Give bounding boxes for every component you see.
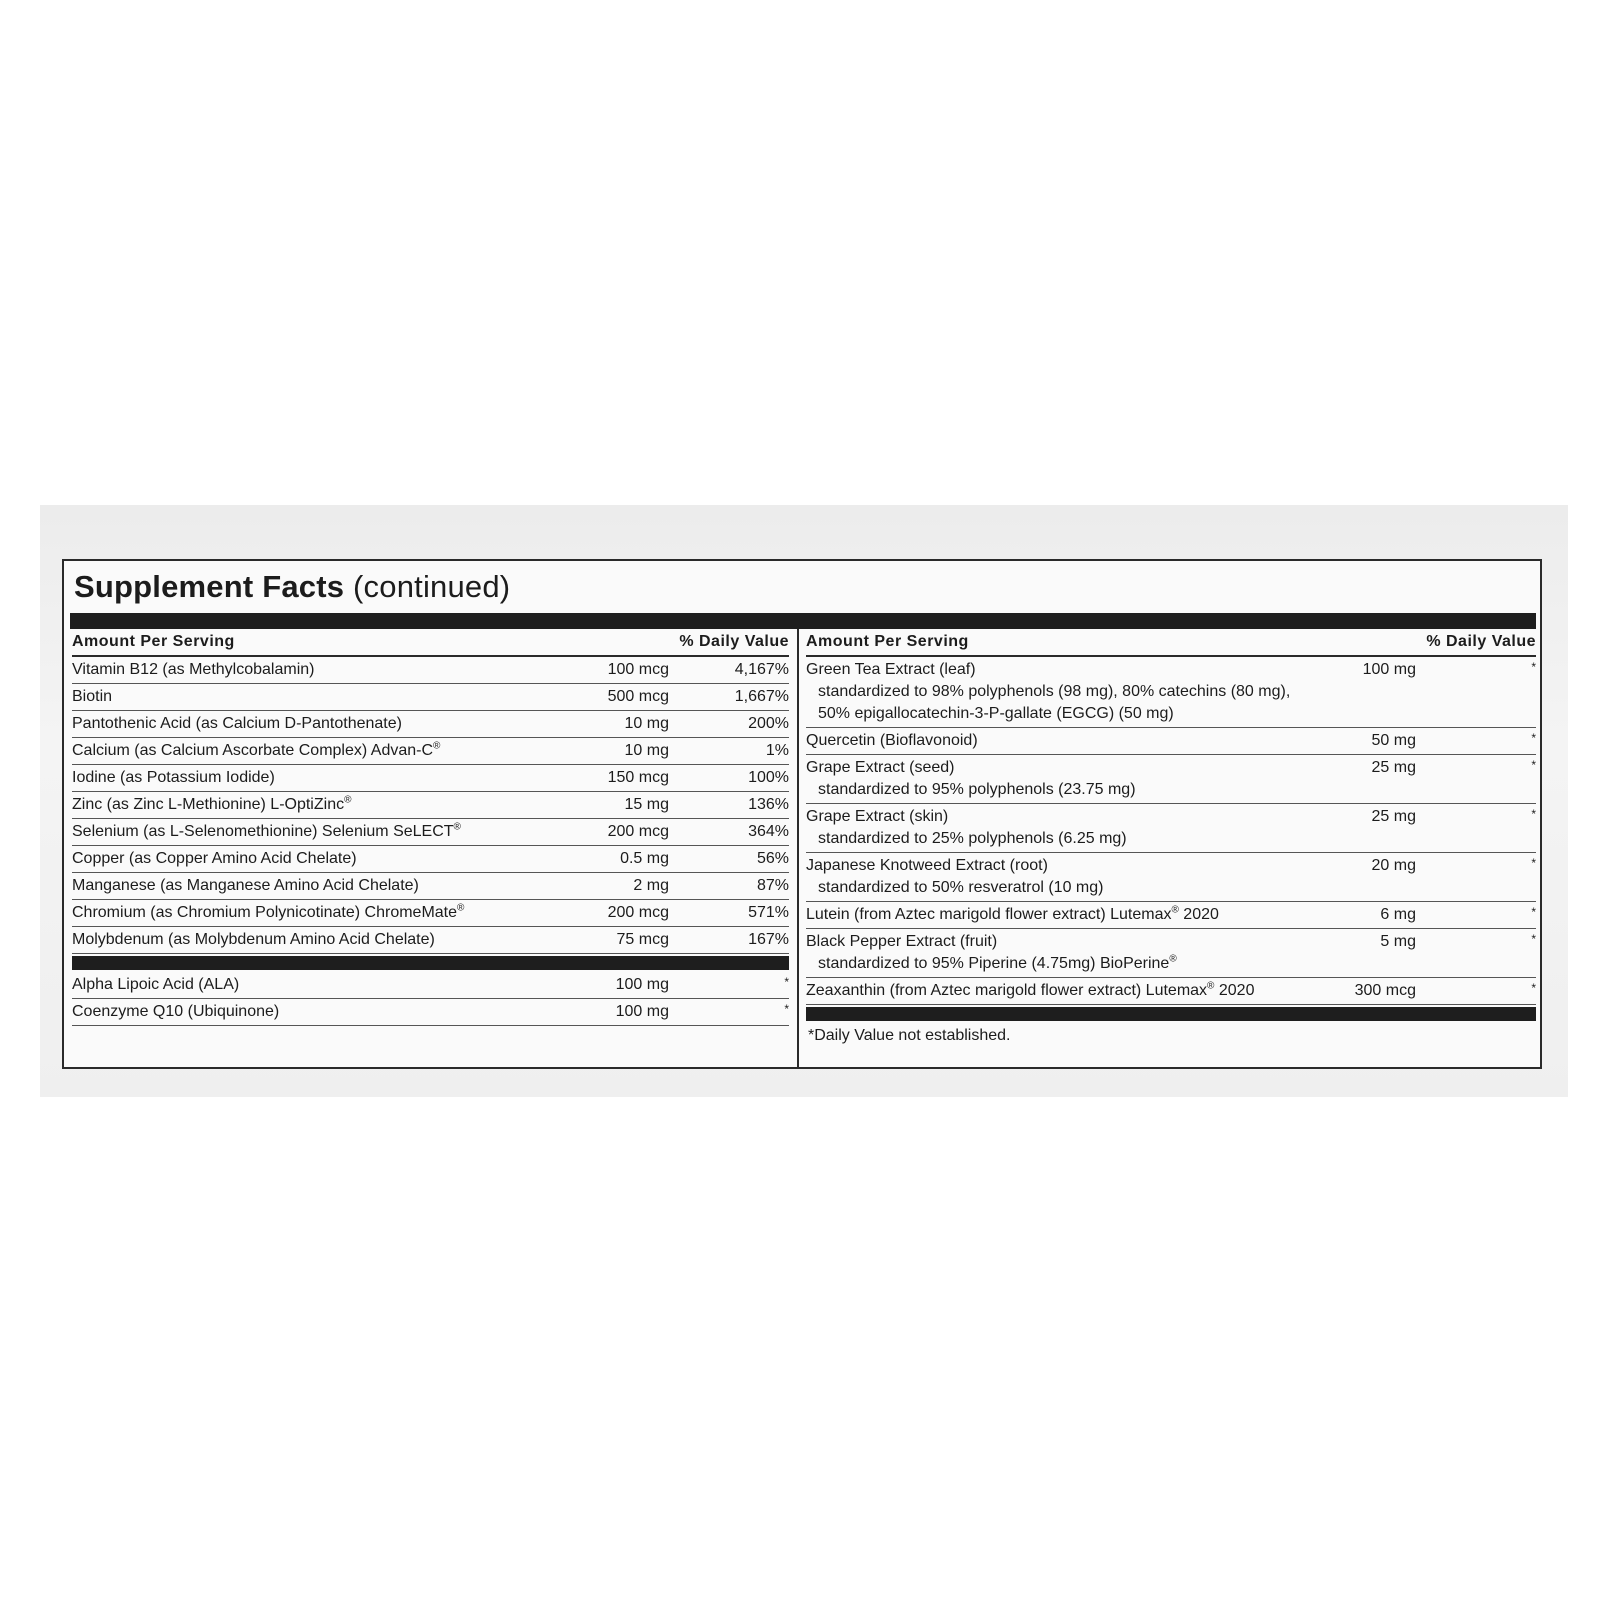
nutrient-name xyxy=(806,659,1316,725)
nutrient-name xyxy=(72,929,574,951)
nutrient-amount: 75 mcg xyxy=(616,931,669,948)
panel-title xyxy=(74,569,510,605)
nutrient-name-text: Biotin xyxy=(72,688,113,705)
left-rows-other xyxy=(72,972,789,1026)
daily-value-header: % Daily Value xyxy=(1426,633,1536,650)
nutrient-name-text: Black Pepper Extract (fruit) xyxy=(806,933,998,950)
nutrient-amount: 150 mcg xyxy=(607,769,669,786)
standardization-text: standardized to 95% polyphenols (23.75 mg) xyxy=(818,781,1136,798)
nutrient-row xyxy=(806,902,1536,929)
nutrient-daily-value: * xyxy=(1531,856,1536,870)
registered-mark: ® xyxy=(1171,904,1179,916)
standardization-note xyxy=(806,779,1316,801)
bottom-rule xyxy=(806,1007,1536,1021)
standardization-note xyxy=(806,953,1316,975)
nutrient-name-suffix: 2020 xyxy=(1178,906,1219,923)
nutrient-amount: 100 mcg xyxy=(607,661,669,678)
nutrient-daily-value: 56% xyxy=(756,850,789,867)
nutrient-amount: 0.5 mg xyxy=(620,850,669,867)
nutrient-row xyxy=(806,978,1536,1005)
nutrient-daily-value: 87% xyxy=(756,877,789,894)
nutrient-daily-value: 364% xyxy=(748,823,789,840)
nutrient-name-text: Selenium (as L-Selenomethionine) Selenium SeLECT xyxy=(72,823,454,840)
left-header xyxy=(72,629,789,657)
nutrient-name xyxy=(72,713,574,735)
nutrient-daily-value: 167% xyxy=(748,931,789,948)
nutrient-name-text: Iodine (as Potassium Iodide) xyxy=(72,769,275,786)
nutrient-row xyxy=(72,927,789,954)
standardization-text: standardized to 50% resveratrol (10 mg) xyxy=(818,879,1104,896)
title-main: Supplement Facts xyxy=(74,569,345,604)
nutrient-row xyxy=(806,755,1536,804)
nutrient-name xyxy=(72,875,574,897)
nutrient-daily-value: 1,667% xyxy=(734,688,789,705)
nutrient-amount: 10 mg xyxy=(624,742,669,759)
left-column xyxy=(72,629,789,1026)
nutrient-daily-value: * xyxy=(1531,758,1536,772)
right-header xyxy=(806,629,1536,657)
nutrient-name xyxy=(72,902,574,924)
nutrient-row xyxy=(806,853,1536,902)
standardization-note xyxy=(806,681,1316,703)
nutrient-name-text: Copper (as Copper Amino Acid Chelate) xyxy=(72,850,357,867)
nutrient-name xyxy=(72,794,574,816)
nutrient-daily-value: 4,167% xyxy=(734,661,789,678)
nutrient-amount: 100 mg xyxy=(615,1003,669,1020)
nutrient-row xyxy=(72,972,789,999)
registered-mark: ® xyxy=(433,740,441,752)
nutrient-daily-value: 571% xyxy=(748,904,789,921)
nutrient-name xyxy=(72,848,574,870)
nutrient-row xyxy=(806,929,1536,978)
nutrient-amount: 10 mg xyxy=(624,715,669,732)
nutrient-name-text: Japanese Knotweed Extract (root) xyxy=(806,857,1048,874)
nutrient-name-text: Quercetin (Bioflavonoid) xyxy=(806,732,978,749)
nutrient-name xyxy=(72,686,574,708)
nutrient-daily-value: * xyxy=(1531,807,1536,821)
left-rows xyxy=(72,657,789,954)
registered-mark: ® xyxy=(453,821,461,833)
nutrient-amount: 25 mg xyxy=(1371,808,1416,825)
nutrient-name-text: Lutein (from Aztec marigold flower extract) Lutemax xyxy=(806,906,1172,923)
nutrient-name xyxy=(806,730,1316,752)
amount-per-serving-header: Amount Per Serving xyxy=(806,633,969,650)
nutrient-name-text: Green Tea Extract (leaf) xyxy=(806,661,976,678)
nutrient-daily-value: 200% xyxy=(748,715,789,732)
registered-mark: ® xyxy=(344,794,352,806)
nutrient-amount: 25 mg xyxy=(1371,759,1416,776)
nutrient-daily-value: * xyxy=(1531,981,1536,995)
nutrient-name-text: Molybdenum (as Molybdenum Amino Acid Chelate) xyxy=(72,931,435,948)
amount-per-serving-header: Amount Per Serving xyxy=(72,633,235,650)
nutrient-name-text: Zeaxanthin (from Aztec marigold flower extract) Lutemax xyxy=(806,982,1208,999)
standardization-note: 50% epigallocatechin-3-P-gallate (EGCG) (50 mg) xyxy=(818,705,1174,722)
nutrient-row xyxy=(72,900,789,927)
right-column xyxy=(806,629,1536,1045)
nutrient-daily-value: * xyxy=(1531,932,1536,946)
nutrient-name xyxy=(72,821,574,843)
registered-mark: ® xyxy=(1169,953,1177,965)
nutrient-name-text: Grape Extract (skin) xyxy=(806,808,949,825)
nutrient-daily-value: 1% xyxy=(765,742,789,759)
nutrient-name xyxy=(806,980,1316,1002)
registered-mark: ® xyxy=(457,902,465,914)
standardization-text: standardized to 95% Piperine (4.75mg) BioPerine xyxy=(818,955,1170,972)
nutrient-row xyxy=(72,738,789,765)
nutrient-amount: 100 mg xyxy=(615,976,669,993)
nutrient-row xyxy=(72,657,789,684)
standardization-text: standardized to 25% polyphenols (6.25 mg) xyxy=(818,830,1127,847)
registered-mark: ® xyxy=(1207,980,1215,992)
supplement-facts-panel xyxy=(62,559,1542,1069)
nutrient-daily-value: * xyxy=(1531,660,1536,674)
nutrient-name-text: Grape Extract (seed) xyxy=(806,759,955,776)
nutrient-row xyxy=(72,873,789,900)
nutrient-row xyxy=(72,765,789,792)
nutrient-amount: 500 mcg xyxy=(607,688,669,705)
nutrient-name-text: Calcium (as Calcium Ascorbate Complex) Advan-C xyxy=(72,742,434,759)
nutrient-name xyxy=(806,757,1316,801)
standardization-note xyxy=(806,877,1316,899)
nutrient-daily-value: * xyxy=(1531,905,1536,919)
nutrient-name-text: Vitamin B12 (as Methylcobalamin) xyxy=(72,661,315,678)
column-divider xyxy=(797,629,799,1069)
nutrient-name-text: Chromium (as Chromium Polynicotinate) ChromeMate xyxy=(72,904,458,921)
nutrient-name xyxy=(72,767,574,789)
nutrient-name: Alpha Lipoic Acid (ALA) xyxy=(72,976,240,993)
nutrient-name xyxy=(806,855,1316,899)
nutrient-amount: 5 mg xyxy=(1380,933,1416,950)
nutrient-name xyxy=(806,931,1316,975)
footnote: *Daily Value not established. xyxy=(808,1027,1011,1044)
nutrient-row xyxy=(806,728,1536,755)
nutrient-name-suffix: 2020 xyxy=(1214,982,1255,999)
mid-rule xyxy=(72,956,789,970)
nutrient-amount: 6 mg xyxy=(1380,906,1416,923)
title-sub: (continued) xyxy=(353,569,511,604)
daily-value-header: % Daily Value xyxy=(679,633,789,650)
nutrient-row xyxy=(72,846,789,873)
nutrient-daily-value: 100% xyxy=(748,769,789,786)
nutrient-amount: 300 mcg xyxy=(1354,982,1416,999)
standardization-note xyxy=(806,828,1316,850)
nutrient-row xyxy=(806,804,1536,853)
nutrient-name xyxy=(72,740,574,762)
nutrient-amount: 100 mg xyxy=(1362,661,1416,678)
nutrient-row xyxy=(72,792,789,819)
nutrient-amount: 20 mg xyxy=(1371,857,1416,874)
nutrient-name: Coenzyme Q10 (Ubiquinone) xyxy=(72,1003,280,1020)
nutrient-daily-value: * xyxy=(784,1002,789,1016)
nutrient-name-text: Pantothenic Acid (as Calcium D-Pantothenate) xyxy=(72,715,402,732)
nutrient-row xyxy=(72,684,789,711)
nutrient-amount: 2 mg xyxy=(633,877,669,894)
nutrient-amount: 200 mcg xyxy=(607,823,669,840)
top-rule xyxy=(70,613,1536,629)
standardization-text: standardized to 98% polyphenols (98 mg), 80% catechins (80 mg), xyxy=(818,683,1291,700)
nutrient-name-text: Manganese (as Manganese Amino Acid Chelate) xyxy=(72,877,419,894)
nutrient-row xyxy=(72,819,789,846)
nutrient-row xyxy=(72,999,789,1026)
right-rows xyxy=(806,657,1536,1005)
nutrient-row xyxy=(806,657,1536,728)
nutrient-row xyxy=(72,711,789,738)
label-photo xyxy=(40,505,1568,1097)
nutrient-amount: 15 mg xyxy=(624,796,669,813)
nutrient-name xyxy=(806,904,1316,926)
nutrient-daily-value: * xyxy=(1531,731,1536,745)
nutrient-name xyxy=(806,806,1316,850)
nutrient-amount: 50 mg xyxy=(1371,732,1416,749)
nutrient-name xyxy=(72,659,574,681)
nutrient-amount: 200 mcg xyxy=(607,904,669,921)
nutrient-daily-value: * xyxy=(784,975,789,989)
nutrient-name-text: Zinc (as Zinc L-Methionine) L-OptiZinc xyxy=(72,796,345,813)
nutrient-daily-value: 136% xyxy=(748,796,789,813)
